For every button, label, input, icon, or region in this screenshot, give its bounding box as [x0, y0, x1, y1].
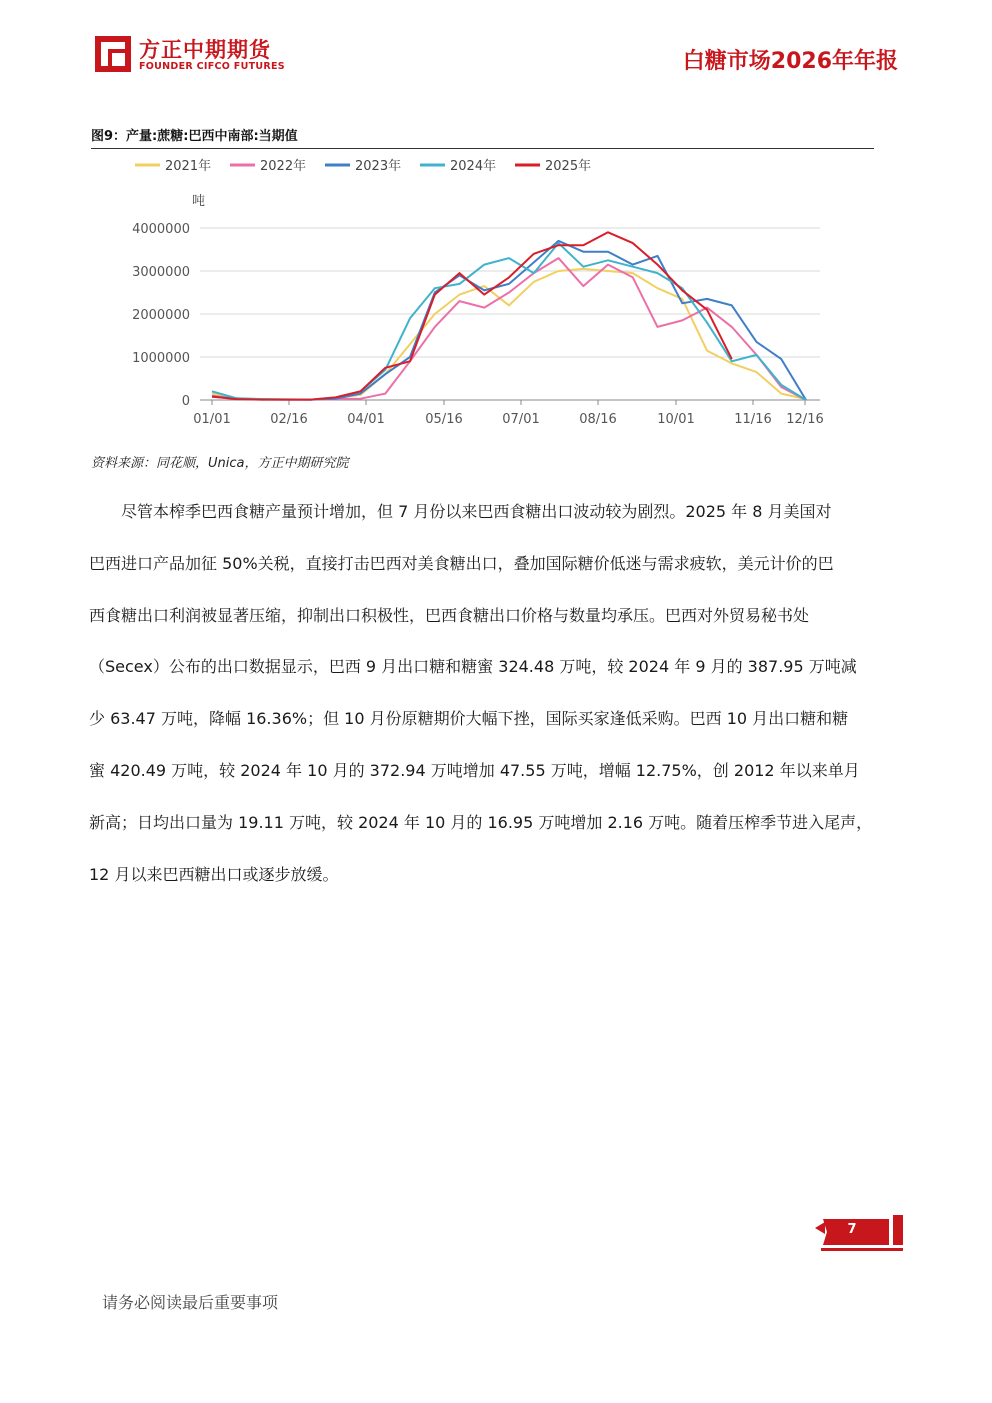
legend-label: 2024年	[450, 159, 497, 174]
series-line-2024年	[212, 243, 806, 400]
x-tick-label: 05/16	[425, 412, 463, 427]
body-line: 12 月以来巴西糖出口或逐步放缓。	[89, 864, 339, 884]
legend-label: 2023年	[355, 159, 402, 174]
figure-title: 图9：产量:蔗糖:巴西中南部:当期值	[91, 129, 298, 144]
body-line: （Secex）公布的出口数据显示，巴西 9 月出口糖和糖蜜 324.48 万吨，较 2024 年 9 月的 387.95 万吨减	[89, 657, 857, 677]
series-line-2021年	[212, 269, 806, 400]
y-tick-label: 0	[181, 394, 190, 409]
y-tick-label: 2000000	[132, 308, 190, 323]
footer-notice: 请务必阅读最后重要事项	[102, 1293, 279, 1312]
y-tick-label: 4000000	[132, 222, 190, 237]
y-axis-ticks	[132, 222, 190, 409]
body-line: 西食糖出口利润被显著压缩，抑制出口积极性，巴西食糖出口价格与数量均承压。巴西对外贸易秘书处	[89, 605, 810, 625]
line-chart	[0, 0, 992, 440]
body-line: 巴西进口产品加征 50%关税，直接打击巴西对美食糖出口，叠加国际糖价低迷与需求疲软，美元计价的巴	[89, 553, 834, 573]
body-line: 新高；日均出口量为 19.11 万吨，较 2024 年 10 月的 16.95 万吨增加 2.16 万吨。随着压榨季节进入尾声，	[89, 812, 873, 832]
x-tick-label: 08/16	[579, 412, 617, 427]
legend-label: 2021年	[165, 159, 212, 174]
body-line: 蜜 420.49 万吨，较 2024 年 10 月的 372.94 万吨增加 47.55 万吨，增幅 12.75%，创 2012 年以来单月	[89, 760, 860, 780]
x-tick-label: 02/16	[270, 412, 308, 427]
body-paragraph	[89, 486, 897, 900]
report-title: 白糖市场2026年年报	[682, 49, 898, 74]
x-tick-label: 07/01	[502, 412, 540, 427]
logo-chinese-name: 方正中期期货	[139, 38, 271, 62]
y-tick-label: 1000000	[132, 351, 190, 366]
x-tick-label: 11/16	[734, 412, 772, 427]
chart-series	[212, 232, 806, 400]
x-tick-label: 12/16	[786, 412, 824, 427]
figure-source: 资料来源：同花顺，Unica，方正中期研究院	[91, 456, 349, 471]
legend-label: 2022年	[260, 159, 307, 174]
body-line: 尽管本榨季巴西食糖产量预计增加，但 7 月份以来巴西食糖出口波动较为剧烈。2025 年 8 月美国对	[121, 502, 832, 521]
series-line-2023年	[212, 241, 806, 400]
body-line: 少 63.47 万吨，降幅 16.36%；但 10 月份原糖期价大幅下挫，国际买家逢低采购。巴西 10 月出口糖和糖	[89, 709, 849, 729]
y-tick-label: 3000000	[132, 265, 190, 280]
page-number: 7	[847, 1222, 857, 1237]
x-tick-label: 10/01	[657, 412, 695, 427]
logo-english-name: FOUNDER CIFCO FUTURES	[139, 61, 285, 72]
y-axis-label: 吨	[192, 194, 206, 209]
x-tick-label: 04/01	[347, 412, 385, 427]
chart-legend	[135, 158, 591, 174]
x-axis	[193, 400, 823, 427]
x-tick-label: 01/01	[193, 412, 231, 427]
legend-label: 2025年	[545, 159, 592, 174]
